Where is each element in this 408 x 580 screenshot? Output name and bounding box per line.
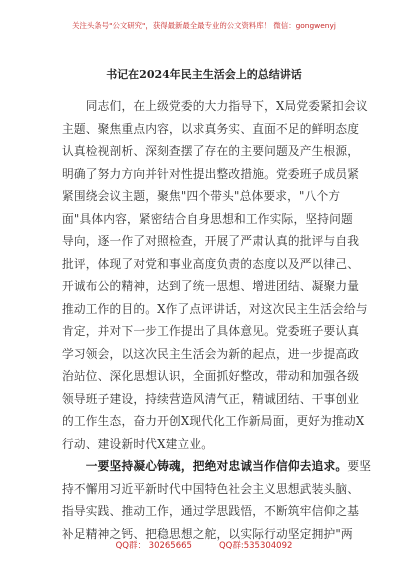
body-line: 治站位、深化思想认识，全面抓好整改，带动和加强各级 [62,369,360,383]
body-line: 紧围绕会议主题，聚焦"四个带头"总体要求，"八个方 [62,189,341,203]
body-line: 明确了努力方向并针对性提出整改措施。党委班子成员紧 [62,166,360,181]
footer-qq-group-1: QQ群： 30265665 [115,541,192,551]
body-line: 认真检视剖析、深刻查摆了存在的主要问题及产生根源， [62,144,360,158]
footer-qq-group-2: QQ群:535304092 [218,541,293,551]
body-line: 同志们，在上级党委的大力指导下，X局党委紧扣会议 [62,99,368,113]
body-line: 面"具体内容，紧密结合自身思想和工作实际，坚持问题 [62,211,353,226]
body-line: 推动工作的目的。X作了点评讲话，对这次民主生活会给与 [62,301,368,316]
heading-tail-text: 要坚 [347,459,372,473]
section-heading-line [62,455,372,478]
header-banner: 关注头条号"公文研究"，获得最新最全最专业的公文资料库！ 微信：gongwenyj [72,21,336,30]
body-line: 行动、建设新时代X建立业。 [62,436,214,451]
document-title: 书记在2024年民主生活会上的总结讲话 [106,68,302,81]
body-line: 学习领会，以这次民主生活会为新的起点，进一步提高政 [62,346,360,361]
body-line: 补足精神之钙、把稳思想之舵，以实际行动坚定拥护"两 [62,526,353,541]
document-body [62,95,372,545]
body-line: 导向，逐一作了对照检查，开展了严肃认真的批评与自我 [62,234,360,248]
body-line: 的工作生态，奋力开创X现代化工作新局面，更好为推动X [62,414,365,428]
body-line: 肯定，并对下一步工作提出了具体意见。党委班子要认真 [62,324,360,338]
body-line: 主题、聚焦重点内容，以求真务实、直面不足的鲜明态度 [62,121,360,136]
body-line: 持不懈用习近平新时代中国特色社会主义思想武装头脑、 [62,481,360,496]
body-line: 指导实践、推动工作，通过学思践悟，不断筑牢信仰之基 [62,504,360,518]
body-line: 开诚布公的精神，达到了统一思想、增进团结、凝聚力量 [62,279,360,293]
section-heading: 一要坚持凝心铸魂，把绝对忠诚当作信仰去追求。 [62,459,348,473]
body-line: 领导班子建设，持续营造风清气正，精诚团结、干事创业 [62,391,360,406]
body-line: 批评，体现了对党和事业高度负责的态度以及严以律己、 [62,256,360,271]
footer-contact [0,539,408,551]
